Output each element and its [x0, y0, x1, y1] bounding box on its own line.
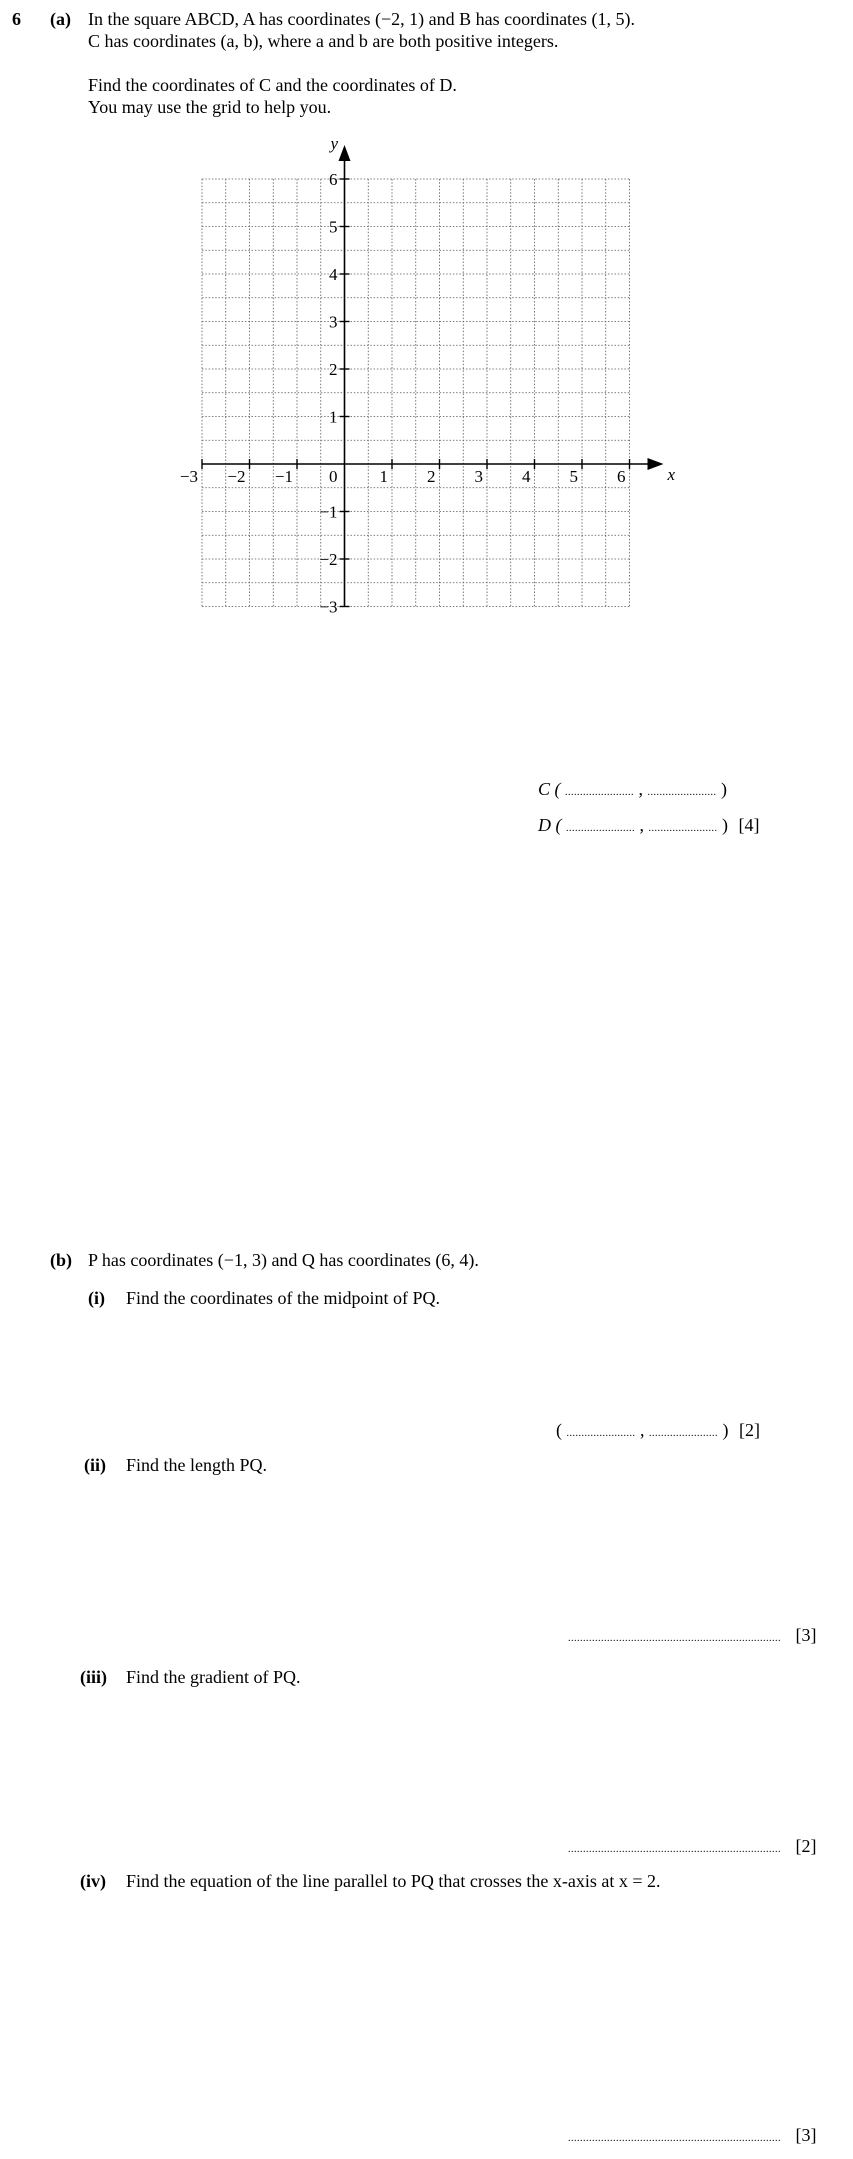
answer-c-x-field[interactable]: .......................	[565, 787, 634, 798]
x-tick-label: −3	[180, 467, 198, 486]
y-tick-label: −3	[319, 597, 338, 615]
part-a-line4: You may use the grid to help you.	[88, 97, 332, 117]
marks-b-ii: [3]	[795, 1625, 817, 1645]
part-b-label: (b)	[50, 1250, 72, 1270]
answer-midpoint-line	[556, 1419, 760, 1445]
y-tick-label: 2	[329, 360, 338, 379]
part-b-i-text: Find the coordinates of the midpoint of PQ.	[126, 1288, 440, 1308]
x-tick-label: 3	[474, 467, 483, 486]
answer-gradient-field[interactable]: .......................................................................	[568, 1844, 781, 1855]
part-a-label: (a)	[50, 9, 71, 29]
answer-c-label: C (	[538, 779, 561, 799]
question-number: 6	[12, 9, 21, 29]
part-b-ii-label: (ii)	[84, 1455, 106, 1475]
y-axis-label: y	[330, 135, 339, 153]
answer-length-field[interactable]: .......................................................................	[568, 1633, 781, 1644]
part-a-line2: C has coordinates (a, b), where a and b are both positive integers.	[88, 31, 559, 51]
answer-midpoint-y-field[interactable]: .......................	[649, 1428, 718, 1439]
marks-b-i: [2]	[739, 1420, 760, 1440]
y-tick-label: 4	[329, 265, 338, 284]
answer-c-line	[538, 778, 727, 804]
part-a-line1: In the square ABCD, A has coordinates (−2, 1) and B has coordinates (1, 5).	[88, 9, 636, 29]
grid-lines	[202, 179, 630, 607]
part-b-iv-text: Find the equation of the line parallel to PQ that crosses the x-axis at x = 2.	[126, 1871, 661, 1891]
y-tick-label: 6	[329, 170, 338, 189]
x-tick-label: −2	[227, 467, 246, 486]
x-tick-label: 1	[379, 467, 388, 486]
part-b-ii-text: Find the length PQ.	[126, 1455, 268, 1475]
close-paren: )	[722, 1420, 729, 1440]
origin-label: 0	[329, 467, 338, 486]
answer-c-y-field[interactable]: .......................	[647, 787, 717, 798]
answer-d-line	[538, 814, 760, 840]
answer-gradient-line	[568, 1835, 817, 1861]
answer-midpoint-x-field[interactable]: .......................	[566, 1428, 636, 1439]
part-b-iv-label: (iv)	[80, 1871, 106, 1891]
y-tick-label: 1	[329, 407, 338, 427]
y-tick-label: 3	[329, 312, 338, 332]
x-tick-label: 4	[522, 467, 531, 486]
part-b-i-label: (i)	[88, 1288, 105, 1308]
answer-length-line	[568, 1624, 817, 1650]
answer-d-label: D (	[538, 815, 562, 835]
x-tick-label: −1	[274, 467, 293, 486]
comma: ,	[639, 815, 644, 835]
part-b-stem: P has coordinates (−1, 3) and Q has coordinates (6, 4).	[88, 1250, 479, 1270]
part-a-line3: Find the coordinates of C and the coordinates of D.	[88, 75, 457, 95]
answer-equation-line	[568, 2124, 817, 2150]
x-tick-label: 2	[427, 467, 436, 486]
axes	[202, 145, 664, 607]
y-tick-label: −2	[319, 550, 338, 569]
x-tick-label: 6	[617, 467, 626, 486]
marks-b-iv: [3]	[795, 2125, 817, 2145]
comma: ,	[638, 779, 643, 799]
part-b-iii-label: (iii)	[80, 1667, 107, 1687]
comma: ,	[640, 1420, 645, 1440]
answer-d-y-field[interactable]: .......................	[648, 823, 718, 834]
y-tick-label: −1	[319, 502, 338, 522]
x-axis-arrow-icon	[648, 458, 664, 470]
part-b-iii-text: Find the gradient of PQ.	[126, 1667, 301, 1687]
answer-equation-field[interactable]: .......................................................................	[568, 2133, 781, 2144]
coordinate-grid	[180, 135, 680, 615]
tick-labels	[180, 135, 676, 615]
marks-b-iii: [2]	[795, 1836, 817, 1856]
answer-d-x-field[interactable]: .......................	[566, 823, 635, 834]
y-axis-arrow-icon	[339, 145, 351, 161]
marks-a: [4]	[738, 815, 760, 835]
close-paren: )	[722, 815, 728, 835]
x-tick-label: 5	[569, 467, 578, 486]
x-axis-label: x	[667, 465, 676, 484]
close-paren: )	[721, 779, 727, 799]
open-paren: (	[556, 1420, 562, 1440]
y-tick-label: 5	[329, 217, 338, 237]
